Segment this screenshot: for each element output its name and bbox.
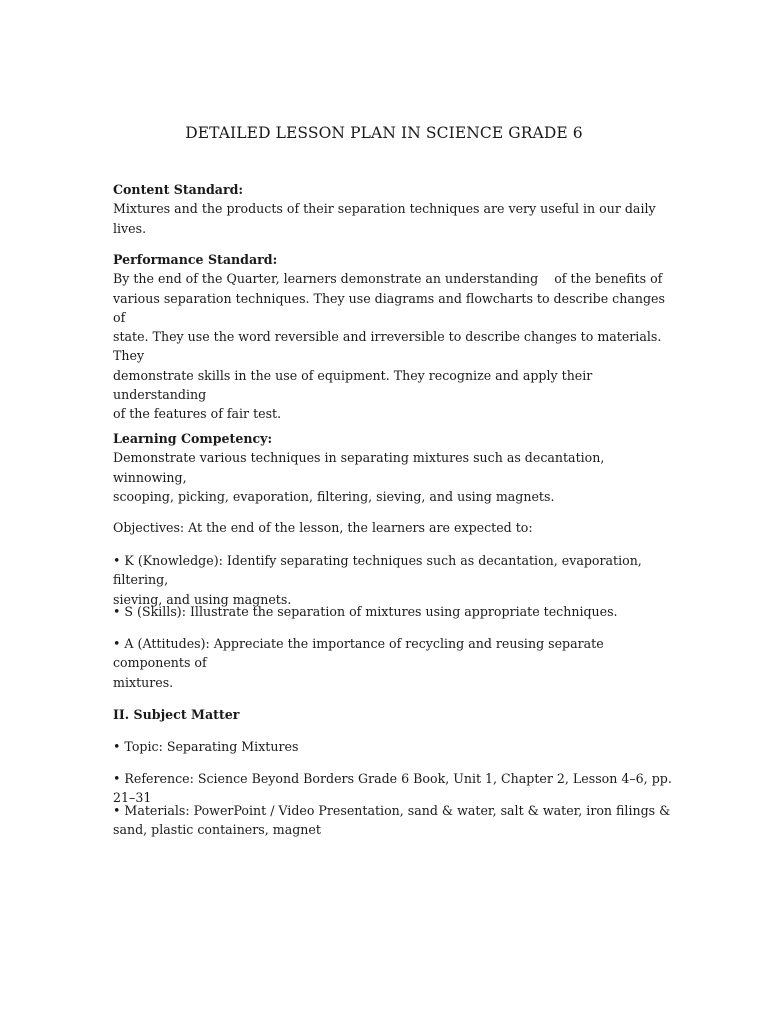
content-standard-section [113,180,673,238]
performance-standard-line: By the end of the Quarter, learners demonstrate an understanding of the benefits of [113,271,663,287]
objective-knowledge [113,551,673,609]
subject-matter-materials-line: sand, plastic containers, magnet [113,822,321,838]
objective-knowledge-line: • K (Knowledge): Identify separating techniques such as decantation, evaporation, filtering, [113,553,642,588]
subject-matter-reference: • Reference: Science Beyond Borders Grade 6 Book, Unit 1, Chapter 2, Lesson 4–6, pp. 21–31 [113,771,672,806]
performance-standard-line: state. They use the word reversible and irreversible to describe changes to materials. They [113,329,662,364]
objective-attitudes-line: • A (Attitudes): Appreciate the importance of recycling and reusing separate components of [113,636,604,671]
learning-competency-line: scooping, picking, evaporation, filtering, sieving, and using magnets. [113,488,555,504]
subject-matter-materials-line: • Materials: PowerPoint / Video Presentation, sand & water, salt & water, iron filings & [113,803,671,818]
subject-matter-materials [113,801,673,840]
objective-attitudes-line: mixtures. [113,674,174,690]
content-standard-text: Mixtures and the products of their separation techniques are very useful in our daily lives. [113,201,656,236]
performance-standard-line: demonstrate skills in the use of equipment. They recognize and apply their understanding [113,367,593,403]
learning-competency-heading: Learning Competency: [113,431,273,446]
page-title: DETAILED LESSON PLAN IN SCIENCE GRADE 6 [185,124,583,142]
content-standard-heading: Content Standard: [113,182,244,197]
learning-competency-section [113,429,673,506]
performance-standard-line: various separation techniques. They use diagrams and flowcharts to describe changes of [113,290,665,325]
objective-attitudes [113,634,673,692]
subject-matter-heading: II. Subject Matter [113,707,240,722]
performance-standard-heading: Performance Standard: [113,252,278,267]
learning-competency-line: Demonstrate various techniques in separating mixtures such as decantation, winnowing, [113,450,605,485]
objective-knowledge-line: sieving, and using magnets. [113,591,292,607]
subject-matter-topic: • Topic: Separating Mixtures [113,739,299,754]
objective-skills: • S (Skills): Illustrate the separation of mixtures using appropriate techniques. [113,604,618,619]
objectives-intro: Objectives: At the end of the lesson, the learners are expected to: [113,520,533,535]
performance-standard-section [113,250,673,424]
performance-standard-line: of the features of fair test. [113,406,282,422]
